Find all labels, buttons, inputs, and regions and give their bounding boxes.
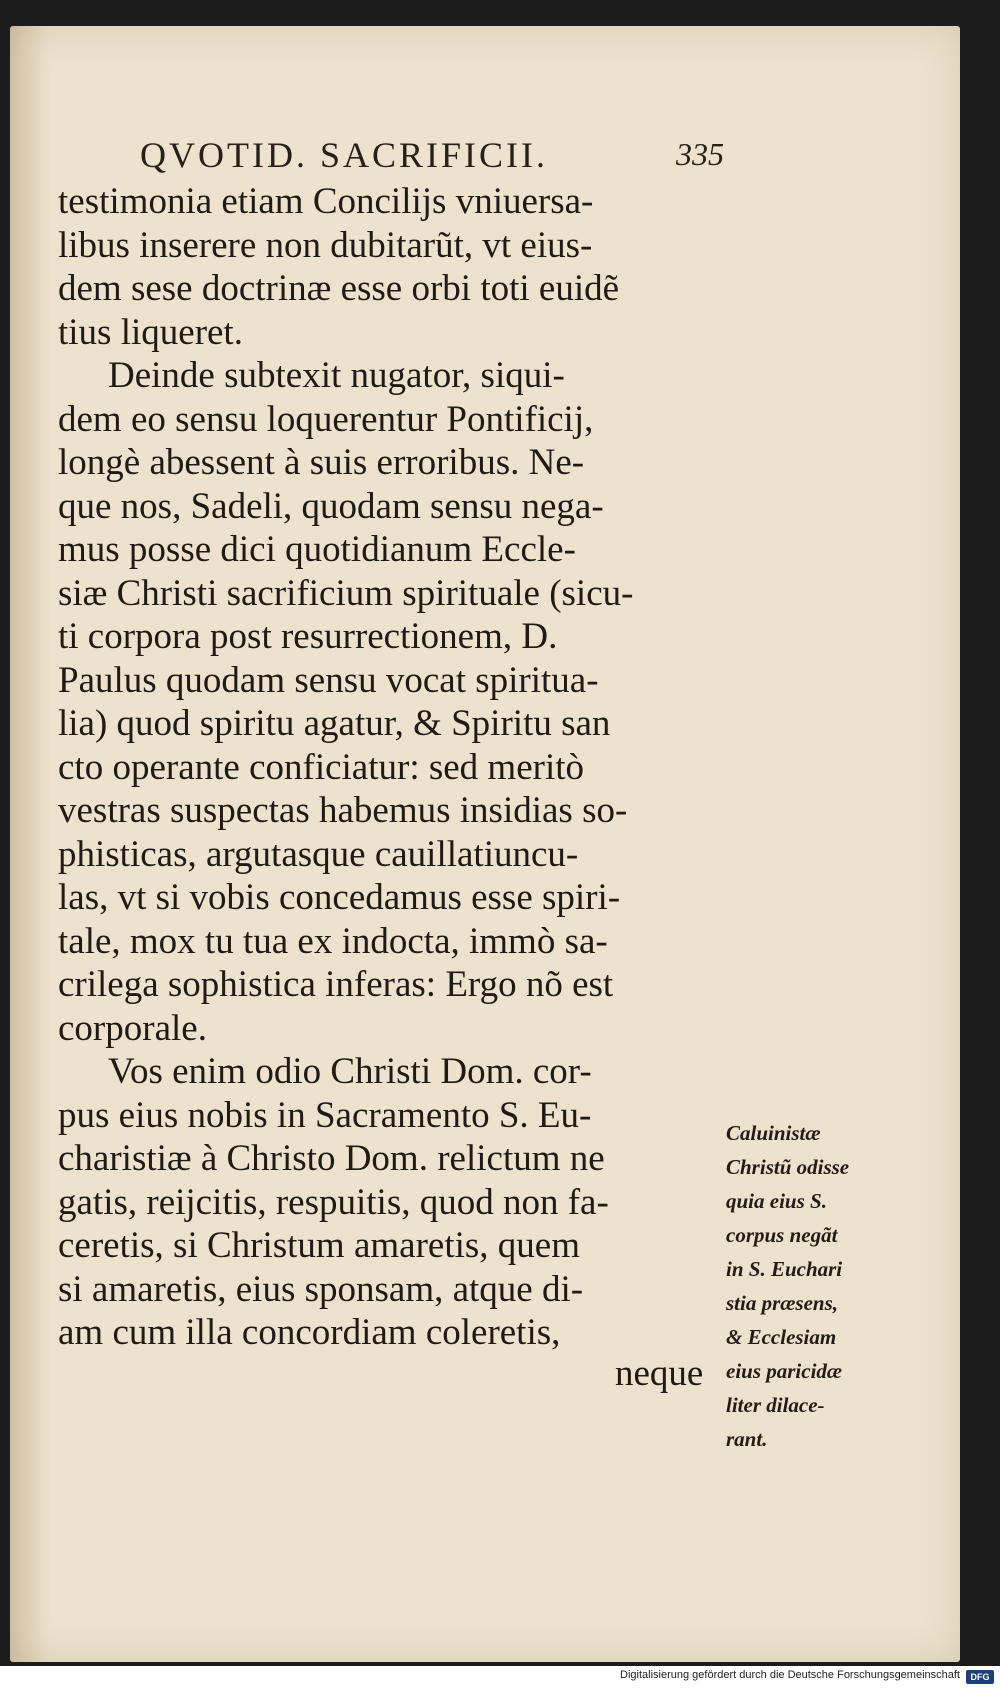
text-line: Paulus quodam sensu vocat spiritua- [58, 659, 599, 701]
text-line: pus eius nobis in Sacramento S. Eu- [58, 1094, 592, 1136]
text-line: dem eo sensu loquerentur Pontificij, [58, 398, 594, 440]
running-head [140, 134, 724, 180]
body-text [58, 180, 738, 1394]
marginal-note-line: liter dilace- [726, 1393, 825, 1417]
marginal-note-line: quia eius S. [726, 1189, 827, 1213]
text-line: tius liqueret. [58, 311, 243, 353]
text-line: phisticas, argutasque cauillatiuncu- [58, 833, 579, 875]
text-line: ti corpora post resurrectionem, D. [58, 616, 558, 657]
text-line: testimonia etiam Concilijs vniuersa- [58, 181, 594, 222]
text-line: lia) quod spiritu agatur, & Spiritu san [58, 703, 611, 744]
marginal-note-line: eius paricidæ [726, 1359, 843, 1383]
text-line: charistiæ à Christo Dom. relictum ne [58, 1138, 605, 1179]
text-line: ceretis, si Christum amaretis, quem [58, 1225, 580, 1266]
text-line: libus inserere non dubitarũt, vt eius- [58, 224, 593, 266]
marginal-note-line: in S. Euchari [726, 1257, 843, 1281]
text-line: que nos, Sadeli, quodam sensu nega- [58, 485, 604, 527]
text-line: gatis, reijcitis, respuitis, quod non fa- [58, 1181, 609, 1223]
text-line: las, vt si vobis concedamus esse spiri- [58, 877, 621, 918]
text-line: tale, mox tu tua ex indocta, immò sa- [58, 920, 608, 962]
running-title: QVOTID. SACRIFICII. [140, 135, 548, 175]
marginal-note-line: rant. [726, 1427, 768, 1451]
marginal-note-line: & Ecclesiam [726, 1325, 837, 1349]
marginal-note-line: stia præsens, [726, 1291, 839, 1315]
paragraph-start-line: Deinde subtexit nugator, siqui- [108, 355, 565, 396]
marginal-note [726, 1116, 886, 1456]
text-line: am cum illa concordiam coleretis, [58, 1312, 561, 1353]
marginal-note-line: Caluinistæ [726, 1121, 821, 1145]
text-line: siæ Christi sacrificium spirituale (sicu- [58, 572, 634, 614]
marginal-note-line: corpus negãt [726, 1223, 838, 1247]
paragraph-start-line: Vos enim odio Christi Dom. cor- [108, 1051, 592, 1092]
text-line: cto operante conficiatur: sed meritò [58, 746, 585, 788]
marginal-note-line: Christũ odisse [726, 1155, 850, 1179]
text-line: si amaretis, eius sponsam, atque di- [58, 1268, 584, 1310]
funding-credit: Digitalisierung gefördert durch die Deutsche Forschungsgemeinschaft [620, 1669, 960, 1681]
page-number: 335 [676, 136, 724, 172]
book-page [10, 26, 960, 1662]
text-line: dem sese doctrinæ esse orbi toti euidẽ [58, 268, 620, 309]
text-line: longè abessent à suis erroribus. Ne- [58, 442, 585, 483]
footer-bar [0, 1666, 1000, 1689]
text-line: crilega sophistica inferas: Ergo nõ est [58, 964, 614, 1005]
text-line: corporale. [58, 1007, 207, 1049]
text-line: mus posse dici quotidianum Eccle- [58, 529, 576, 570]
text-line: vestras suspectas habemus insidias so- [58, 790, 628, 831]
dfg-logo-icon: DFG [966, 1670, 994, 1684]
catchword: neque [615, 1353, 704, 1394]
